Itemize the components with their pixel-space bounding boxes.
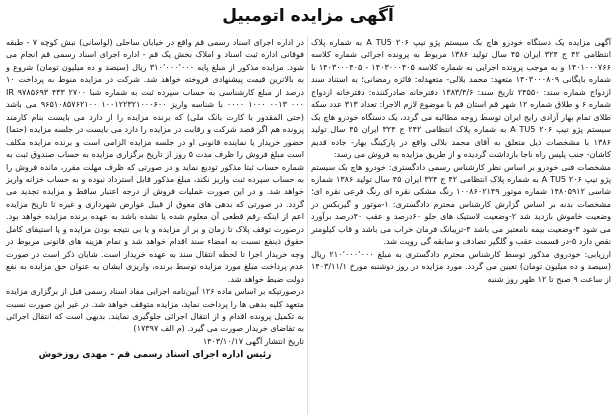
right-paragraph-1: آگهی مزایده یک دستگاه خودرو هاچ بک سیستم پژو تیپ A TU5 ۲۰۶ به شماره پلاک انتظامی ۴۲ ج ۳۲۴ ایران ۴۵ سال تولید ۱۳۸۶ مربوط به پرونده اجرائی شماره کلاسه ۱۴۰۱۰۰۰۷۶۶ و به موجب پرونده اجرایی به شماره کلاسه ۱۴۰۳۰۰۰۴۰۵ - ۱۴۰۳۰۰۰۴۰۵ با شماره بایگانی ۱۴۰۳۰۰۰۸۰۹ متعهد: محمد بلالی- متعهدله: فائزه رمضانی؛ به استناد سند ازدواج شماره سند: ۲۴۵۵۰ تاریخ سند: ۱۳۸۳/۴/۶ دفترخانه صادرکننده: دفترخانه ازدواج شماره ۶ و طلاق شماره ۱۲ شهر قم استان قم با موضوع لازم الاجرا: تعداد ۳۱۳ عدد سکه طلای تمام بهار آزادی رایج ایران توسط زوجه مطالبه می گردد، یک دستگاه خودرو هاچ بک سیستم پژو تیپ ۲۰۶ A TU5 به شماره پلاک انتظامی ۲۴۲ ج ۳۲۴ ایران ۴۵ سال تولید ۱۳۸۶ با مشخصات ذیل متعلق به آقای محمد بلالی واقع در پارکینگ بهار- جاده قدیم کاشان- جنب پلیس راه ناجا بازداشت گردیده و از طریق مزایده به فروش می رسد: [311,37,612,160]
signature-line: رئیس اداره اجرای اسناد رسمی قم - مهدی روزخوش [38,350,272,361]
left-paragraph-2: درصورتیکه بر اساس ماده ۱۲۶ آیین‌نامه اجرایی مفاد اسناد رسمی قبل از برگزاری مزایده متعهد کلیه بدهی ها را پرداخت نماید، مزایده متوقف خواهد شد. در غیر این صورت نسبت به تکمیل پرونده اقدام و از انتقال اجرائی جلوگیری نمایند. بدیهی است که انتقال اجرائی به تقاضای خریدار صورت می گیرد. (م الف ۱۷۳۹۷) [6,286,305,334]
right-text-column [311,36,611,285]
right-paragraph-3: ارزیابی: خودروی مذکور توسط کارشناس محترم دادگستری به مبلغ ۲۱۰٬۰۰۰٬۰۰۰ ریال (سیصد و ده میلیون تومان) تعیین می گردد. مورد مزایده در روز دوشنبه مورخ ۱۴۰۳/۱۱/۱ از ساعت ۹ صبح تا ۱۲ ظهر روز شنبه [311,248,611,284]
right-paragraph-2: مشخصات فنی خودرو بر اساس نظر کارشناس رسمی دادگستری: خودرو هاچ بک سیستم پژو تیپ A TU5 ۲۰۶ به شماره پلاک انتظامی ۴۲ ج ۳۲۴ ایران ۴۵ سال تولید ۱۳۸۶ شماره شاسی ۱۴۸۰۵۹۱۲ شماره موتور ۱۰۰۸۶۰۲۱۴۹ رنگ مشکی نقره ای رنگ فرعی نقره ای؛ مشخصات بدنه بر اساس گزارش کارشناس محترم دادگستری: ۱-موتور و گیربکس در وضعیت خاموش بازدید شد ۲-وضعیت لاستیک های جلو ۶۰درصد و عقب ۴۰درصد برآورد می شود ۳-وضعیت بیمه نامعتبر می باشد ۴-تریبانک فرمان خراب می باشد و قاب کیلومتر نقص دارد ۵-در قسمت عقب و گلگیر تصادف و سابقه گی رویت شد. [311,161,612,247]
publication-date: تاریخ انتشار آگهی ۱۴۰۳/۱۰/۱۷ [202,335,304,346]
left-text-column [6,36,304,362]
left-paragraph-1: در اداره اجرای اسناد رسمی قم واقع در خیابان ساحلی (لواسانی) نبش کوچه ۷ - طبقه فوقانی اداره ثبت اسناد و املاک بخش یک قم - اداره اجرای اسناد رسمی قم انجام می شود. مزایده مذکور از مبلغ پایه ۳۱۰٬۰۰۰٬۰۰۰ ریال (سیصد و ده میلیون تومان) شروع و به بالاترین قیمت پیشنهادی فروخته خواهد شد. شرکت در مزایده منوط به پرداخت ۱۰ درصد از مبلغ کارشناسی به حساب سپرده ثبت به شماره شبا IR ۹۷۸۵۶۹۳ ۴۳۳ ۲۷۰۰ ۰۰۰۰ ۱۰۰۰ ۰۰۱۳ ۰۰۰ با شناسه واریز ۱۰۰۱۲۲۳۲۱۰۰۰۶۰۰ ۹۶۵۱۰۸۵۷۶۲۱۰۰ می باشد (حتی المقدور با کارت بانک ملی) که برنده مزایده را از دارد می بایست بنام کارمند پرونده هم اگر قصد شرکت و رقابت در مزایده را دارد می بایست در جلسه مزایده (حتما) حضور خریدار یا نماینده قانونی او در جلسه مزایده الزامی است و برنده مزایده مکلف است مبلغ فروش را ظرف مدت ۵ روز از تاریخ برگزاری مزایده به حساب صندوق ثبت به شماره حساب ثبتا مذکور تودیع نماید و در صورتی که ظرف مهلت مقرر، مانده فروش را به حساب سپرده ثبت واریز نکند، مبلغ مذکور قابل استرداد نبوده و به حساب خزانه واریز خواهد شد. و در این صورت عملیات فروش از درجه اعتبار ساقط و مزایده تجدید می گردد. در صورتی که بدهی های معوق از قبیل عوارض شهرداری و غیره تا تاریخ مزایده اعم از اینکه رقم قطعی آن معلوم شده یا نشده باشد به عهده برنده مزایده خواهد بود. درصورت توقف پلاک تا زمان و بر از مزایده و یا بی نتیجه بودن مزایده و یا استیفای کامل حقوق ذینفع نسبت به امضاء سند اقدام خواهد شد و تمام هزینه های قانونی مربوط در وجه خریدار اجرا تا لحظه انتقال سند به عهده خریدار است. شایان ذکر است در صورت عدم پرداخت مبلغ مورد مزایده توسط برنده، واریزی ایشان به عنوان حق مزایده به نفع دولت ضبط خواهد شد. [6,37,305,284]
notice-title: آگهی مزایده اتومبیل [222,6,394,26]
column-divider [307,36,308,414]
